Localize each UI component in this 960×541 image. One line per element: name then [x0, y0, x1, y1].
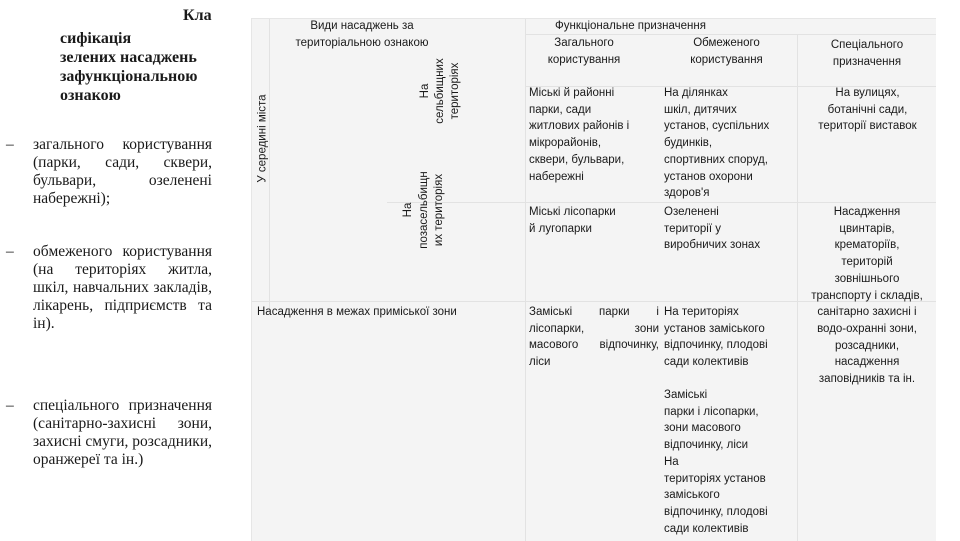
functional-header: Функціональне призначення	[555, 20, 706, 32]
cell-r2-limited: Озеленені території у виробничих зонах	[664, 206, 761, 252]
cell-r1-general: Міські й районні парки, сади житлових районів і мікрорайонів, сквери, бульвари, набережні	[529, 87, 630, 183]
cell-r1-limited: На ділянках шкіл, дитячих установ, суспільних будинків, спортивних споруд, установ охорони здоров'я	[664, 87, 770, 200]
classification-title-part2: сифікація зелених насаджень зафункціональною ознакою	[60, 30, 198, 104]
list-dash: –	[6, 136, 14, 153]
cell-r2-special: Насадження цвинтарів, крематоріїв, територій зовнішнього транспорту і складів, санітарно захисні і водо-охранні зони, розсадники, насадження заповідників та ін.	[811, 206, 923, 386]
grid-line	[797, 34, 798, 541]
list-item-text: спеціального призначення (санітарно-захисні зони, захисні смуги, розсадники, оранжереї та ін.)	[33, 397, 212, 468]
list-dash: –	[6, 397, 14, 414]
list-item-limited	[6, 243, 212, 333]
col-header-limited: Обмеженого користування	[690, 37, 763, 66]
cell-r3-limited: На територіях установ заміського відпочинку, плодові сади колективів	[664, 306, 768, 369]
list-item-general	[6, 136, 212, 208]
cell-r2-general: Міські лісопарки й лугопарки	[529, 206, 616, 235]
grid-line	[387, 202, 936, 203]
col-header-special: Спеціального призначення	[830, 39, 904, 68]
list-dash: –	[6, 243, 14, 260]
list-item-text: обмеженого користування (на територіях житла, шкіл, навчальних закладів, лікарень, підприємств та ін).	[33, 243, 212, 332]
cell-r1-special: На вулицях, ботанічні сади, території виставок	[818, 87, 917, 133]
side-label-rural: На сельбищних територіях	[419, 58, 461, 124]
left-panel	[0, 0, 240, 540]
cell-r4-limited: Заміські парки і лісопарки, зони масового відпочинку, ліси На територіях установ заміського відпочинку, плодові сади колективів	[664, 389, 768, 535]
territory-header: Види насаджень за територіальною ознакою	[295, 20, 429, 49]
grid-line	[525, 19, 526, 541]
classification-title-part1: Кла	[183, 7, 212, 24]
list-item-text: загального користування (парки, сади, сквери, бульвари, озеленені набережні);	[33, 136, 212, 207]
cell-r3-general: Заміські парки і лісопарки, зони масового відпочинку, ліси	[529, 306, 659, 369]
suburban-zone-label: Насадження в межах приміської зони	[257, 306, 457, 318]
col-header-general: Загального користування	[547, 37, 621, 66]
classification-table	[251, 18, 936, 541]
side-label-nonrural: На позасельбищн их територіях	[402, 171, 445, 249]
side-label-city: У середині міста	[256, 94, 269, 183]
list-item-special	[6, 397, 212, 469]
